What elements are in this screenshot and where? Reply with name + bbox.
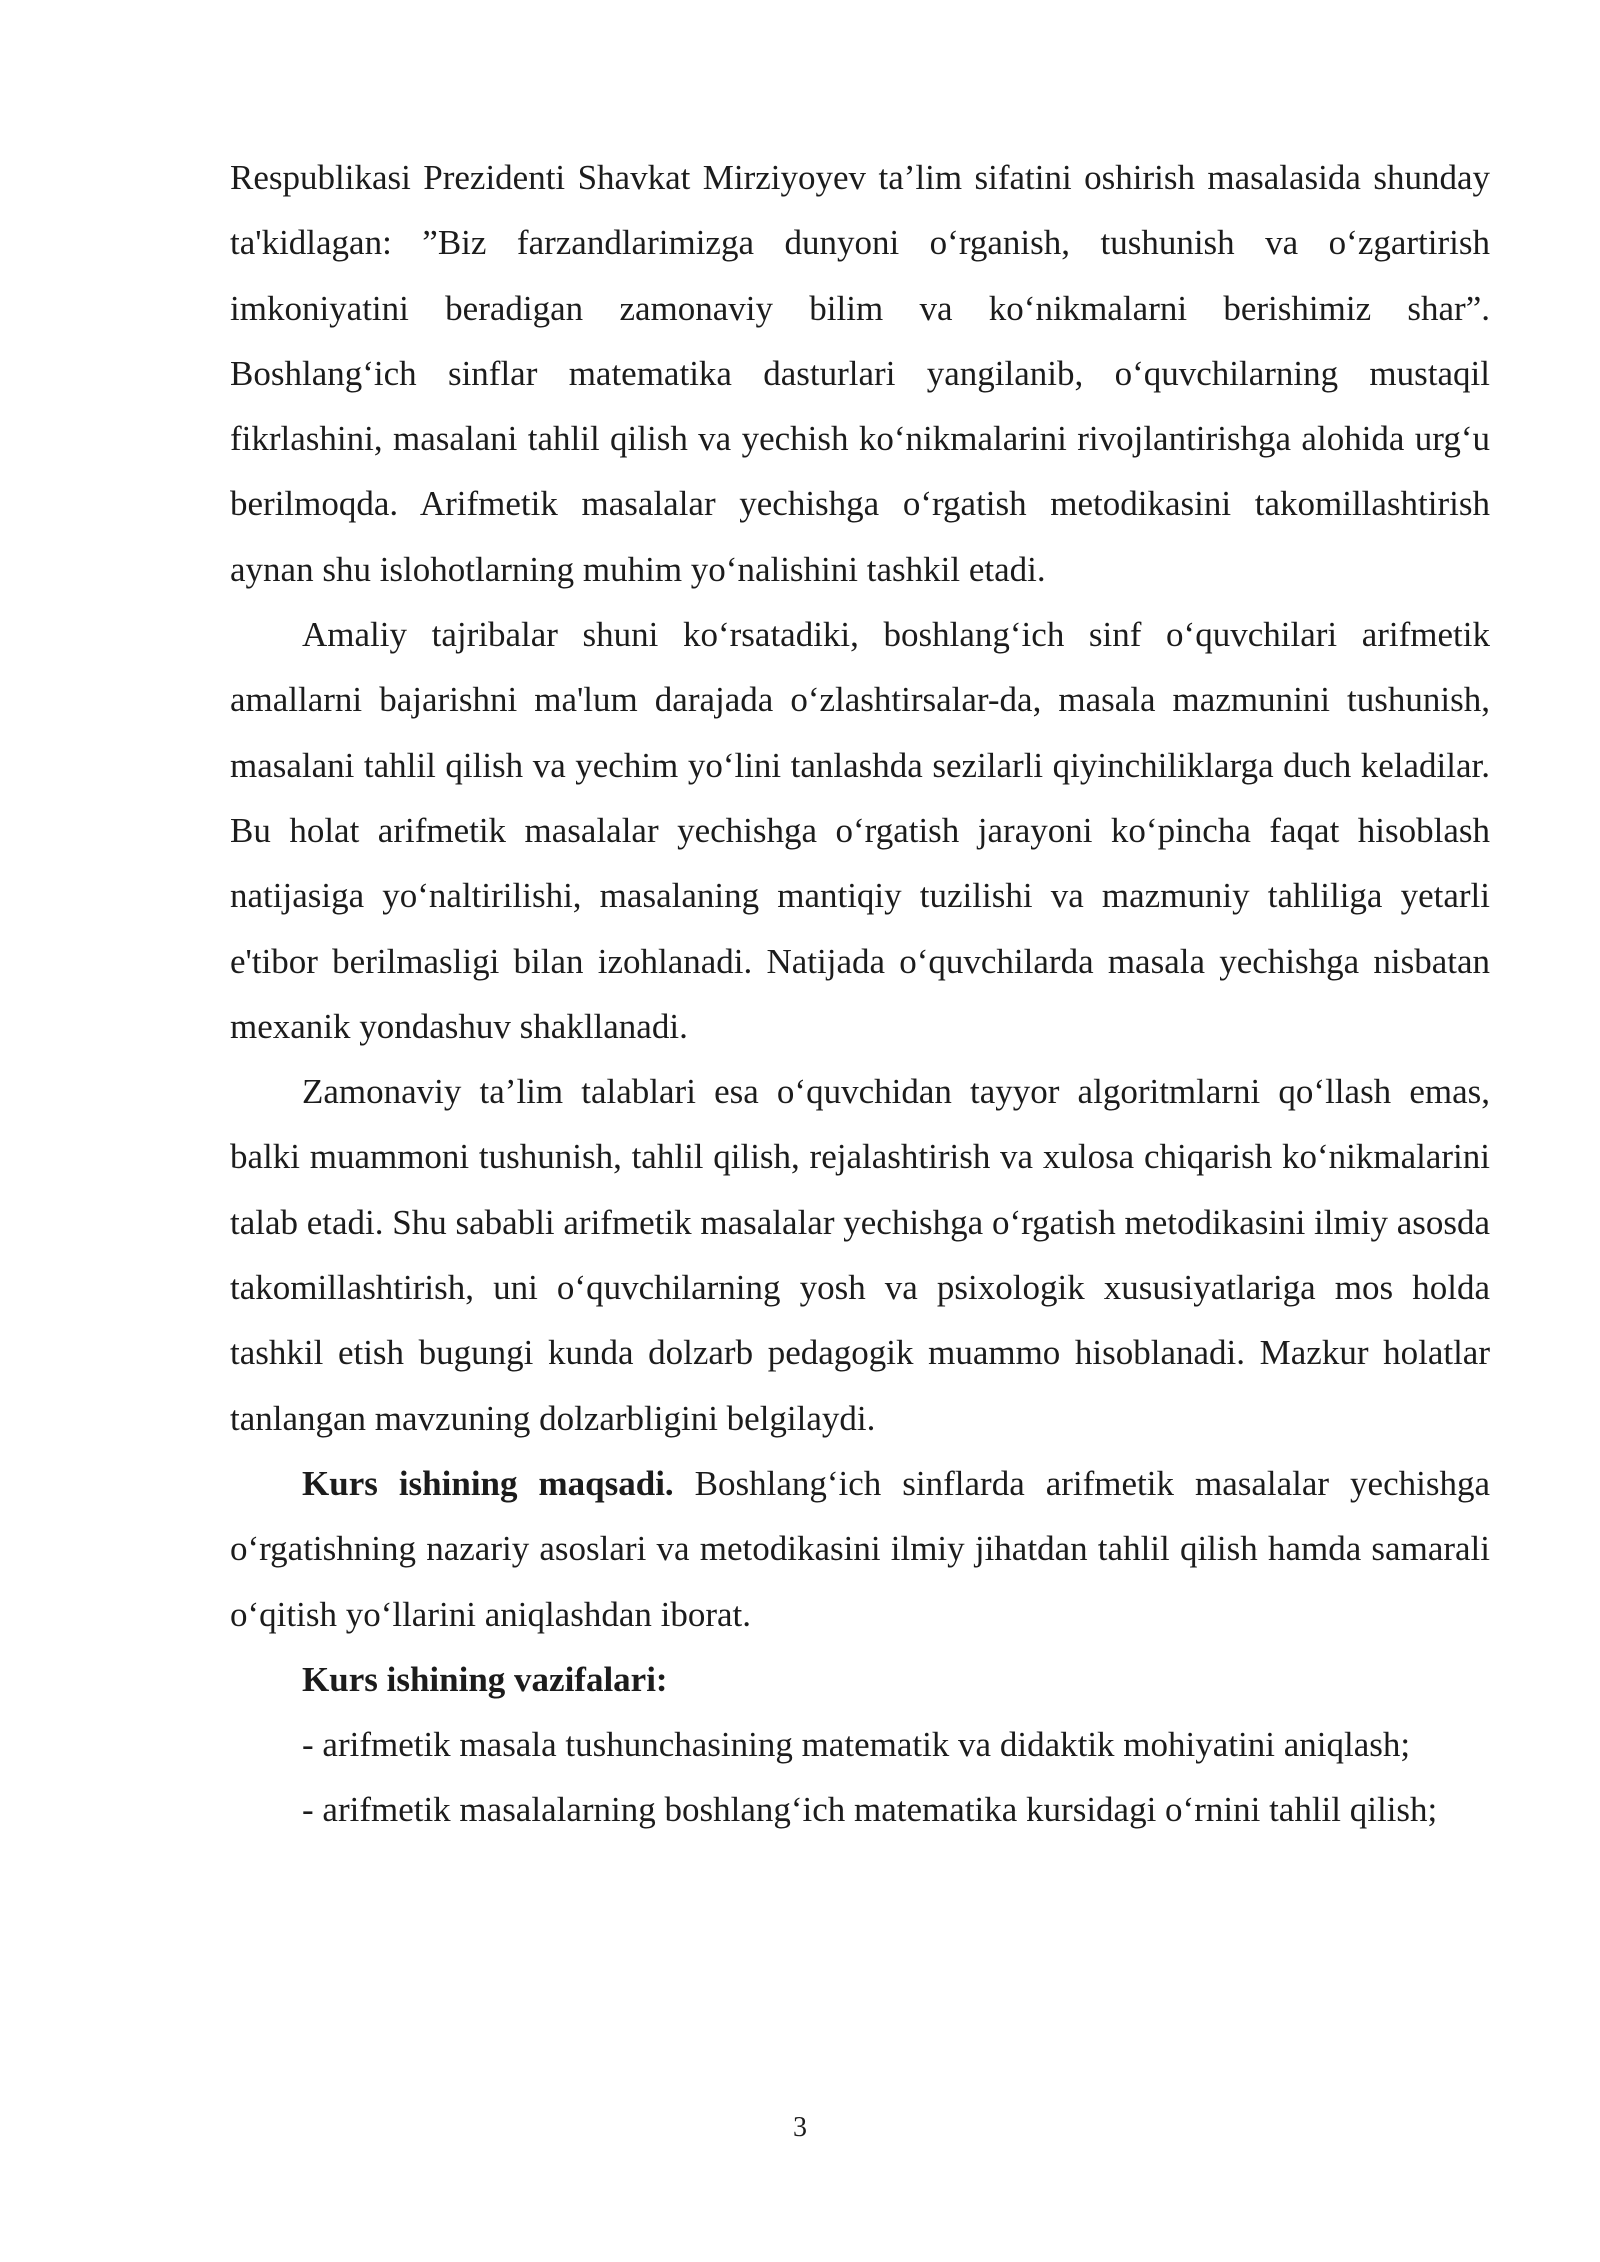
- paragraph-2: Amaliy tajribalar shuni ko‘rsatadiki, boshlang‘ich sinf o‘quvchilari arifmetik amallarni bajarishni ma'lum darajada o‘zlashtirsalar-da, masala mazmunini tushunish, masalani tahlil qilish va yechim yo‘lini tanlashda sezilarli qiyinchiliklarga duch keladilar. Bu holat arifmetik masalalar yechishga o‘rgatish jarayoni ko‘pincha faqat hisoblash natijasiga yo‘naltirilishi, masalaning mantiqiy tuzilishi va mazmuniy tahliliga yetarli e'tibor berilmasligi bilan izohlanadi. Natijada o‘quvchilarda masala yechishga nisbatan mexanik yondashuv shakllanadi.: [230, 615, 1490, 1046]
- task-item-1: - arifmetik masala tushunchasining matematik va didaktik mohiyatini aniqlash;: [302, 1725, 1411, 1765]
- goal-text: Boshlang‘ich sinflarda arifmetik masalalar yechishga o‘rgatishning nazariy asoslari va metodikasini ilmiy jihatdan tahlil qilish hamda samarali o‘qitish yo‘llarini aniqlashdan iborat.: [230, 1463, 1490, 1634]
- tasks-heading: Kurs ishining vazifalari:: [302, 1659, 668, 1699]
- goal-heading: Kurs ishining maqsadi.: [302, 1463, 674, 1503]
- document-body: [230, 145, 1490, 1843]
- task-item-2: - arifmetik masalalarning boshlang‘ich matematika kursidagi o‘rnini tahlil qilish;: [302, 1790, 1438, 1830]
- paragraph-1: Respublikasi Prezidenti Shavkat Mirziyoyev ta’lim sifatini oshirish masalasida shunday ta'kidlagan: ”Biz farzandlarimizga dunyoni o‘rganish, tushunish va o‘zgartirish imkoniyatini beradigan zamonaviy bilim va ko‘nikmalarni berishimiz shar”. Boshlang‘ich sinflar matematika dasturlari yangilanib, o‘quvchilarning mustaqil fikrlashini, masalani tahlil qilish va yechish ko‘nikmalarini rivojlantirishga alohida urg‘u berilmoqda. Arifmetik masalalar yechishga o‘rgatish metodikasini takomillashtirish aynan shu islohotlarning muhim yo‘nalishini tashkil etadi.: [230, 158, 1490, 589]
- goal-paragraph: [230, 1451, 1490, 1647]
- paragraph-3: Zamonaviy ta’lim talablari esa o‘quvchidan tayyor algoritmlarni qo‘llash emas, balki muammoni tushunish, tahlil qilish, rejalashtirish va xulosa chiqarish ko‘nikmalarini talab etadi. Shu sababli arifmetik masalalar yechishga o‘rgatish metodikasini ilmiy asosda takomillashtirish, uni o‘quvchilarning yosh va psixologik xususiyatlariga mos holda tashkil etish bugungi kunda dolzarb pedagogik muammo hisoblanadi. Mazkur holatlar tanlangan mavzuning dolzarbligini belgilaydi.: [230, 1072, 1490, 1438]
- page-number: 3: [793, 2112, 807, 2143]
